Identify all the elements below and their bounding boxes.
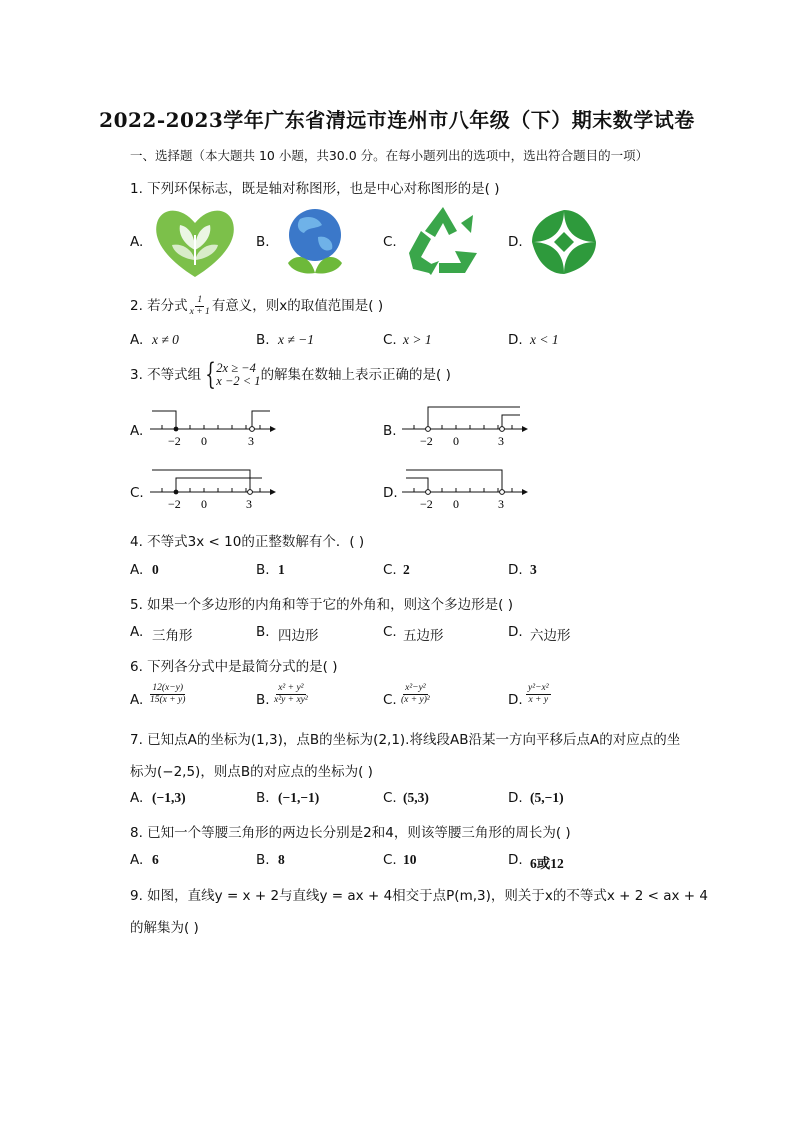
- q6-c-den: (x + y)²: [401, 694, 430, 705]
- q4-option-d: 3: [530, 562, 537, 577]
- q8-option-c-label: C.: [383, 852, 397, 868]
- q8-option-a-label: A.: [130, 852, 144, 868]
- question-3-stem: [130, 357, 451, 392]
- q5-option-b: 四边形: [278, 628, 319, 644]
- tick-3: 3: [498, 434, 504, 448]
- q3-line-1: 2x ≥ −4: [216, 360, 256, 375]
- question-4-stem: 4. 不等式3x < 10的正整数解有个．( ): [130, 534, 365, 550]
- question-7-line-1: 7. 已知点A的坐标为(1,3)，点B的坐标为(2,1).将线段AB沿某一方向平移后点A的对应点的坐: [130, 732, 681, 748]
- heart-leaves-logo: [150, 205, 240, 280]
- q3-suffix: 的解集在数轴上表示正确的是( ): [260, 367, 451, 383]
- tick-3: 3: [498, 497, 504, 511]
- q7-option-a: (−1,3): [152, 790, 186, 805]
- q6-option-c: [399, 683, 432, 706]
- q2-option-c: x > 1: [403, 332, 432, 347]
- q2-fraction: [188, 295, 212, 318]
- q1-option-d-label: D.: [508, 234, 523, 250]
- exam-title: 2022-2023学年广东省清远市连州市八年级（下）期末数学试卷: [99, 108, 695, 132]
- q6-a-den: 15(x + y): [150, 694, 186, 705]
- q4-option-c-label: C.: [383, 562, 397, 578]
- tick-0: 0: [453, 497, 459, 511]
- recycle-logo: [403, 203, 483, 278]
- question-5-stem: 5. 如果一个多边形的内角和等于它的外角和，则这个多边形是( ): [130, 597, 513, 613]
- q6-option-b-label: B.: [256, 692, 270, 708]
- q3-numberline-a: [148, 403, 278, 449]
- tick-3: 3: [248, 434, 254, 448]
- q7-option-c-label: C.: [383, 790, 397, 806]
- q3-option-a-label: A.: [130, 423, 144, 439]
- q5-option-a: 三角形: [152, 628, 193, 644]
- tick-neg2: −2: [420, 497, 433, 511]
- tick-3: 3: [246, 497, 252, 511]
- q3-option-d-label: D.: [383, 485, 398, 501]
- q8-option-d: 6或12: [530, 856, 564, 871]
- q6-d-num: y²−x²: [528, 683, 549, 693]
- q8-option-b: 8: [278, 852, 285, 867]
- q3-prefix: 3. 不等式组: [130, 367, 202, 383]
- q2-option-b: x ≠ −1: [278, 332, 315, 347]
- q4-option-b: 1: [278, 562, 285, 577]
- q3-line-2: x −2 < 1: [216, 374, 261, 388]
- q7-option-d: (5,−1): [530, 790, 564, 805]
- q1-option-c-label: C.: [383, 234, 397, 250]
- q3-numberline-d: [400, 466, 530, 512]
- q8-option-c: 10: [403, 852, 417, 867]
- tick-0: 0: [453, 434, 459, 448]
- q2-option-a-label: A.: [130, 332, 144, 348]
- q4-option-d-label: D.: [508, 562, 523, 578]
- q6-d-den: x + y: [528, 694, 549, 705]
- q1-option-a-label: A.: [130, 234, 144, 250]
- q3-numberline-b: [400, 403, 530, 449]
- q6-c-num: x²−y²: [405, 683, 426, 693]
- question-9-line-2: 的解集为( ): [130, 920, 199, 936]
- q6-option-a: [148, 683, 187, 706]
- question-7-line-2: 标为(−2,5)，则点B的对应点的坐标为( ): [130, 764, 373, 780]
- q7-option-b: (−1,−1): [278, 790, 320, 805]
- q2-frac-den: x + 1: [189, 306, 210, 317]
- question-8-stem: 8. 已知一个等腰三角形的两边长分别是2和4，则该等腰三角形的周长为( ): [130, 825, 571, 841]
- q8-option-b-label: B.: [256, 852, 270, 868]
- question-9-line-1: 9. 如图，直线y = x + 2与直线y = ax + 4相交于点P(m,3)，则关于x的不等式x + 2 < ax + 4: [130, 888, 708, 904]
- q6-option-d-label: D.: [508, 692, 523, 708]
- q6-option-a-label: A.: [130, 692, 144, 708]
- q6-option-b: [272, 683, 310, 706]
- q4-option-b-label: B.: [256, 562, 270, 578]
- section-heading: 一、选择题（本大题共 10 小题，共30.0 分。在每小题列出的选项中，选出符合题目的一项）: [130, 148, 649, 163]
- q1-option-b-label: B.: [256, 234, 270, 250]
- q2-suffix: 有意义，则x的取值范围是( ): [211, 298, 384, 314]
- q6-a-num: 12(x−y): [152, 683, 184, 693]
- q5-option-d-label: D.: [508, 624, 523, 640]
- q5-option-c: 五边形: [403, 628, 444, 644]
- question-6-stem: 6. 下列各分式中是最简分式的是( ): [130, 659, 338, 675]
- q2-option-d-label: D.: [508, 332, 523, 348]
- q5-option-a-label: A.: [130, 624, 144, 640]
- four-leaf-logo: [530, 208, 598, 276]
- q7-option-a-label: A.: [130, 790, 144, 806]
- q8-option-a: 6: [152, 852, 159, 867]
- q6-option-c-label: C.: [383, 692, 397, 708]
- q6-b-den: x²y + xy²: [274, 694, 308, 705]
- q2-prefix: 2. 若分式: [130, 298, 188, 314]
- q4-option-c: 2: [403, 562, 410, 577]
- q4-option-a: 0: [152, 562, 159, 577]
- globe-leaves-logo: [278, 205, 353, 280]
- q7-option-b-label: B.: [256, 790, 270, 806]
- q6-option-d: [526, 683, 551, 706]
- q2-frac-num: 1: [197, 294, 203, 305]
- tick-neg2: −2: [168, 434, 181, 448]
- q3-system: { 2x ≥ −4 x −2 < 1: [205, 357, 261, 392]
- q3-option-c-label: C.: [130, 485, 144, 501]
- q2-option-d: x < 1: [530, 332, 559, 347]
- question-1-stem: 1. 下列环保标志，既是轴对称图形，也是中心对称图形的是( ): [130, 181, 500, 197]
- q5-option-d: 六边形: [530, 628, 571, 644]
- q2-option-a: x ≠ 0: [152, 332, 179, 347]
- q8-option-d-label: D.: [508, 852, 523, 868]
- tick-0: 0: [201, 434, 207, 448]
- q5-option-c-label: C.: [383, 624, 397, 640]
- tick-neg2: −2: [420, 434, 433, 448]
- q7-option-c: (5,3): [403, 790, 429, 805]
- question-2-stem: [130, 294, 383, 317]
- q2-option-c-label: C.: [383, 332, 397, 348]
- q3-numberline-c: [148, 466, 278, 512]
- q3-option-b-label: B.: [383, 423, 397, 439]
- tick-0: 0: [201, 497, 207, 511]
- q7-option-d-label: D.: [508, 790, 523, 806]
- q4-option-a-label: A.: [130, 562, 144, 578]
- q5-option-b-label: B.: [256, 624, 270, 640]
- q2-option-b-label: B.: [256, 332, 270, 348]
- q6-b-num: x² + y²: [278, 683, 304, 693]
- tick-neg2: −2: [168, 497, 181, 511]
